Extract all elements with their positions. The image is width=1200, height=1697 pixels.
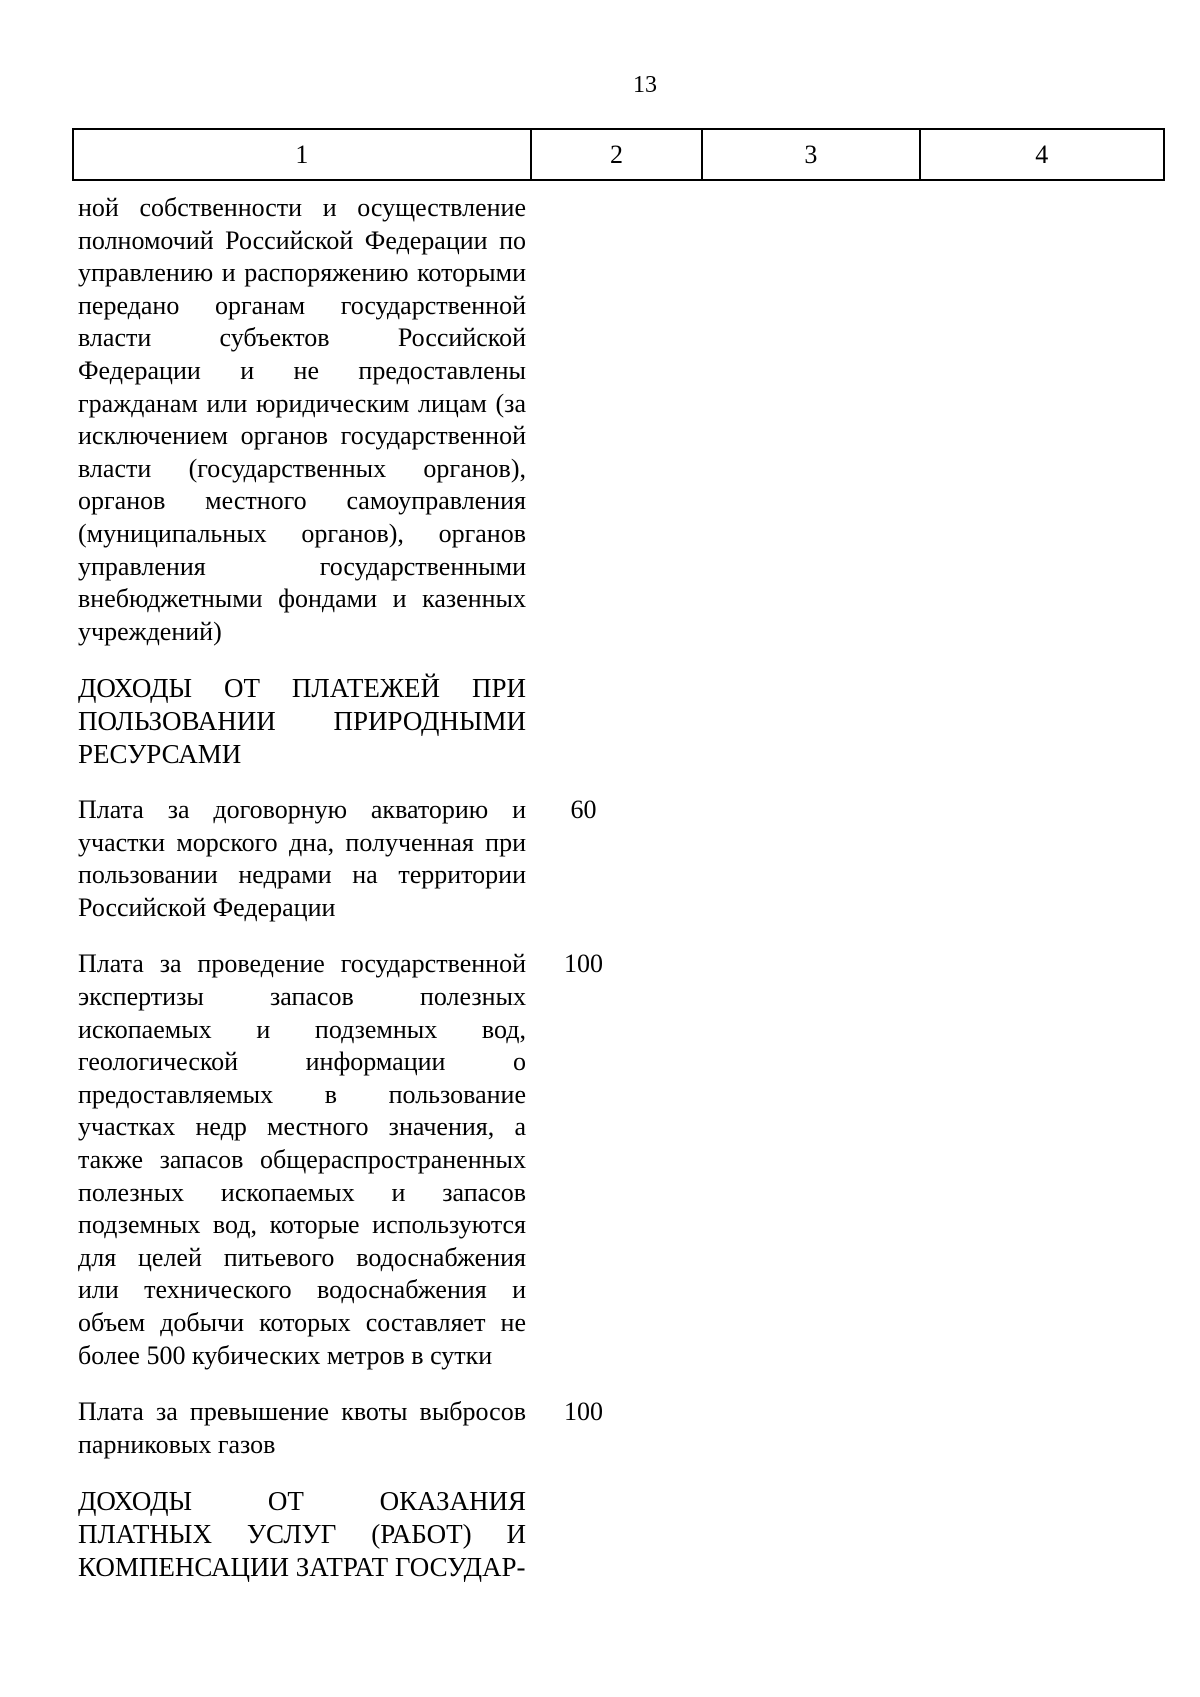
section-heading: ДОХОДЫ ОТ ОКАЗАНИЯ ПЛАТНЫХ УСЛУГ (РАБОТ) И КОМПЕНСАЦИИ ЗАТРАТ ГОСУДАР-: [78, 1486, 526, 1582]
table-header: [72, 128, 1165, 181]
column-number-4: 4: [920, 129, 1164, 180]
row-description: Плата за проведение государственной экспертизы запасов полезных ископаемых и подземных вод, геологической информации о предоставляемых в пользование участках недр местного значения, а также запасов общераспространенных полезных ископаемых и запасов подземных вод, которые используются для целей питьевого водоснабжения или технического водоснабжения и объем добычи которых составляет не более 500 кубических метров в сутки: [78, 949, 526, 1370]
row-value: 100: [564, 1397, 603, 1427]
table-row: [78, 672, 678, 770]
table-row: [78, 192, 678, 648]
row-description: Плата за договорную акваторию и участки морского дна, полученная при пользовании недрами на территории Российской Федерации: [78, 795, 526, 922]
page-number: 13: [633, 72, 657, 98]
row-description: ной собственности и осуществление полномочий Российской Федерации по управлению и распоряжению которыми передано органам государственной власти субъектов Российской Федерации и не предоставлены гражданам или юридическим лицам (за исключением органов государственной власти (государственных органов), органов местного самоуправления (муниципальных органов), органов управления государственными внебюджетными фондами и казенных учреждений): [78, 193, 526, 646]
column-number-3: 3: [702, 129, 919, 180]
table-row: [78, 794, 678, 924]
column-number-1: 1: [73, 129, 531, 180]
table-body: [78, 192, 678, 1583]
table-row: [78, 948, 678, 1372]
row-value: 100: [564, 949, 603, 979]
section-heading: ДОХОДЫ ОТ ПЛАТЕЖЕЙ ПРИ ПОЛЬЗОВАНИИ ПРИРОДНЫМИ РЕСУРСАМИ: [78, 673, 526, 769]
column-number-2: 2: [531, 129, 702, 180]
table-row: [78, 1396, 678, 1461]
table-row: [78, 1485, 678, 1583]
row-value: 60: [570, 795, 597, 825]
row-description: Плата за превышение квоты выбросов парниковых газов: [78, 1397, 526, 1459]
